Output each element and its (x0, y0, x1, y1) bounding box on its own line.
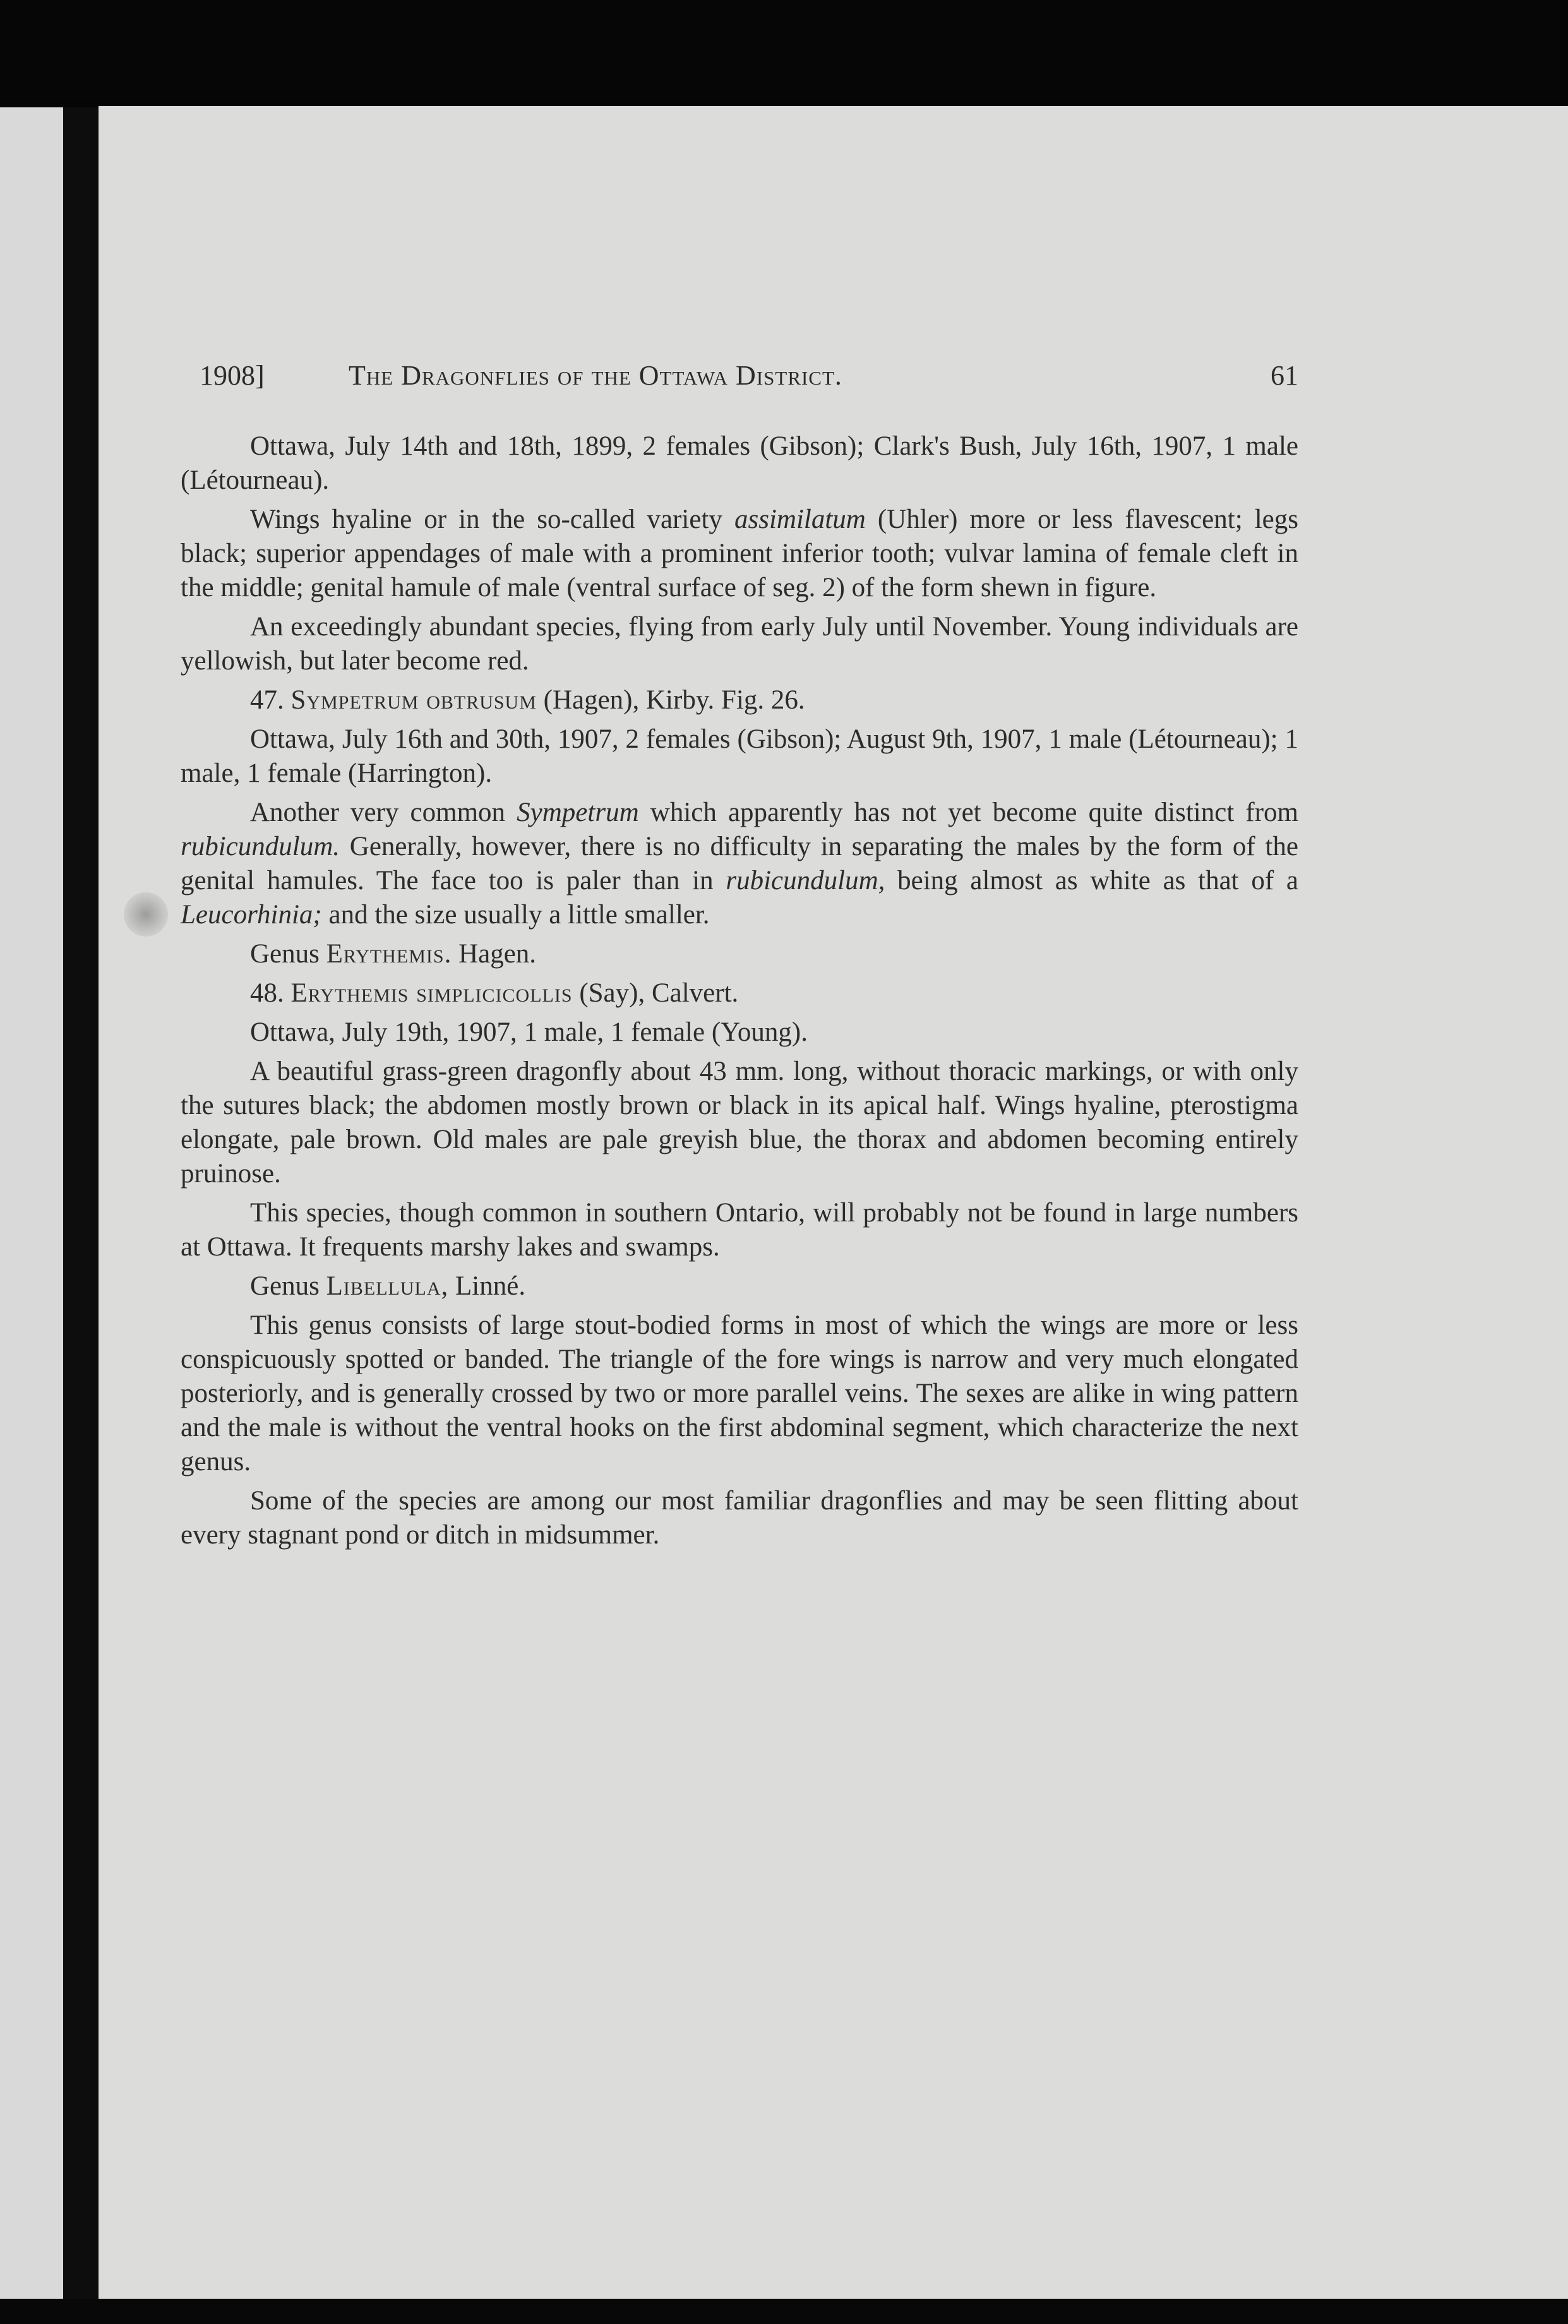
paragraph: This genus consists of large stout-bodied forms in most of which the wings are more or less conspicuously spotted or banded. The triangle of the fore wings is narrow and very much elongated posteriorly, and is generally crossed by two or more parallel veins. The sexes are alike in wing pattern and the male is without the ventral hooks on the first abdominal segment, which characterize the next genus. (181, 1310, 1298, 1476)
body-text (181, 429, 1298, 1557)
paragraph: Ottawa, July 14th and 18th, 1899, 2 females (Gibson); Clark's Bush, July 16th, 1907, 1 male (Létourneau). (181, 431, 1298, 495)
paragraph: A beautiful grass-green dragonfly about 43 mm. long, without thoracic markings, or with only the sutures black; the abdomen mostly brown or black in its apical half. Wings hyaline, pterostigma elongate, pale brown. Old males are pale greyish blue, the thorax and abdomen becoming entirely pruinose. (181, 1057, 1298, 1189)
genus-heading-libellula: Genus Libellula, Linné. (250, 1271, 526, 1301)
paragraph: Ottawa, July 16th and 30th, 1907, 2 females (Gibson); August 9th, 1907, 1 male (Létourneau); 1 male, 1 female (Harrington). (181, 724, 1298, 788)
species-heading-47: 47. Sympetrum obtrusum (Hagen), Kirby. Fig. 26. (250, 685, 805, 715)
running-header (200, 354, 1298, 398)
paragraph: Wings hyaline or in the so-called variety assimilatum (Uhler) more or less flavescent; legs black; superior appendages of male with a prominent inferior tooth; vulvar lamina of female cleft in the middle; genital hamule of male (ventral surface of seg. 2) of the form shewn in figure. (181, 505, 1298, 602)
scan-top-border (0, 0, 1568, 101)
paragraph: Ottawa, July 19th, 1907, 1 male, 1 female (Young). (250, 1017, 808, 1047)
page-number: 61 (1271, 360, 1298, 391)
genus-heading-erythemis: Genus Erythemis. Hagen. (250, 939, 537, 969)
paragraph: An exceedingly abundant species, flying from early July until November. Young individuals are yellowish, but later become red. (181, 612, 1298, 676)
facing-page-edge (0, 107, 63, 2324)
book-spine-shadow (63, 107, 99, 2324)
page-stain (124, 892, 168, 937)
header-year: 1908] (200, 360, 265, 391)
paragraph: Some of the species are among our most familiar dragonflies and may be seen flitting about every stagnant pond or ditch in midsummer. (181, 1486, 1298, 1550)
species-heading-48: 48. Erythemis simplicicollis (Say), Calvert. (250, 978, 739, 1008)
paragraph: Another very common Sympetrum which apparently has not yet become quite distinct from rubicundulum. Generally, however, there is no difficulty in separating the males by the form of the genital hamules. The face too is paler than in rubicundulum, being almost as white as that of a Leucorhinia; and the size usually a little smaller. (181, 798, 1298, 930)
header-title: The Dragonflies of the Ottawa District. (349, 360, 842, 391)
scan-bottom-border (0, 2299, 1568, 2324)
paragraph: This species, though common in southern Ontario, will probably not be found in large numbers at Ottawa. It frequents marshy lakes and swamps. (181, 1198, 1298, 1262)
